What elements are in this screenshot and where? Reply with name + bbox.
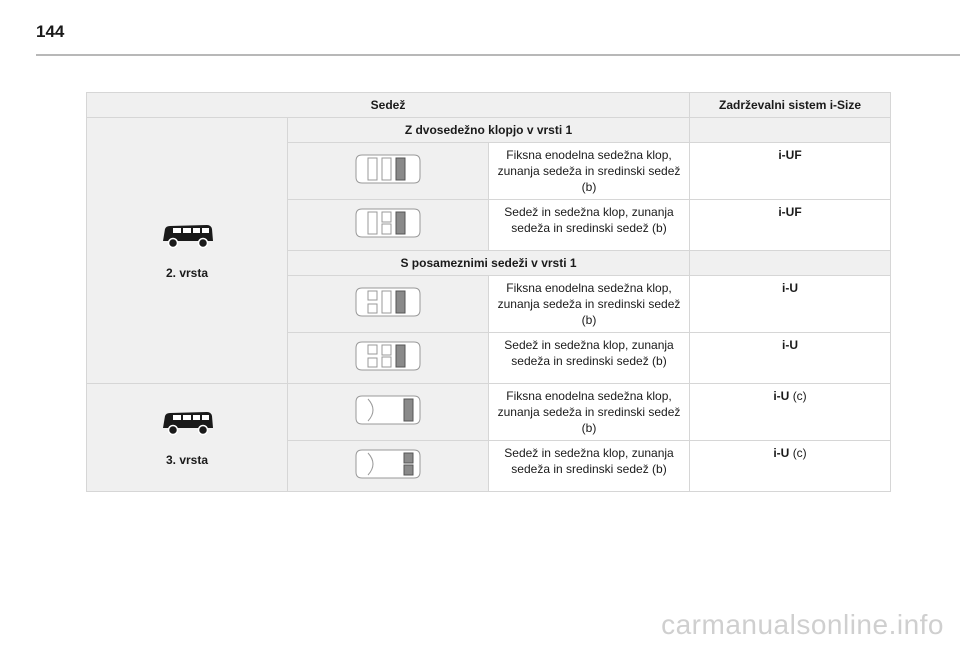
seat-diagram-cell bbox=[288, 333, 489, 384]
row-label-text: 3. vrsta bbox=[165, 452, 209, 467]
isize-value: i-U (c) bbox=[690, 441, 891, 492]
car-seat-diagram-icon bbox=[354, 340, 422, 372]
row-label-text: 2. vrsta bbox=[165, 265, 209, 280]
car-seat-diagram-icon bbox=[354, 153, 422, 185]
table-row bbox=[87, 118, 891, 143]
group-title: S posameznimi sedeži v vrsti 1 bbox=[288, 251, 690, 276]
row-label-2 bbox=[87, 118, 288, 384]
seat-description: Sedež in sedežna klop, zunanja sedeža in sredinski sedež (b) bbox=[489, 200, 690, 251]
isize-value: i-U bbox=[690, 276, 891, 333]
seat-description: Fiksna enodelna sedežna klop, zunanja sedeža in sredinski sedež (b) bbox=[489, 276, 690, 333]
car-seat-diagram-icon bbox=[354, 286, 422, 318]
seat-diagram-cell bbox=[288, 200, 489, 251]
page-number: 144 bbox=[36, 22, 65, 41]
seat-description: Sedež in sedežna klop, zunanja sedeža in sredinski sedež (b) bbox=[489, 441, 690, 492]
group-title-blank bbox=[690, 251, 891, 276]
van-icon bbox=[157, 221, 217, 251]
car-seat-diagram-icon bbox=[354, 448, 422, 480]
row-label-3 bbox=[87, 384, 288, 492]
table-header-row bbox=[87, 93, 891, 118]
seat-description: Fiksna enodelna sedežna klop, zunanja sedeža in sredinski sedež (b) bbox=[489, 384, 690, 441]
header-seat: Sedež bbox=[87, 93, 690, 118]
seat-table bbox=[86, 92, 891, 492]
table-row bbox=[87, 384, 891, 441]
car-seat-diagram-icon bbox=[354, 207, 422, 239]
isize-value: i-U bbox=[690, 333, 891, 384]
van-icon bbox=[157, 408, 217, 438]
seat-diagram-cell bbox=[288, 441, 489, 492]
header-rule bbox=[36, 54, 960, 56]
group-title-blank bbox=[690, 118, 891, 143]
seat-diagram-cell bbox=[288, 143, 489, 200]
seat-description: Fiksna enodelna sedežna klop, zunanja sedeža in sredinski sedež (b) bbox=[489, 143, 690, 200]
car-seat-diagram-icon bbox=[354, 394, 422, 426]
isize-value: i-UF bbox=[690, 200, 891, 251]
watermark: carmanualsonline.info bbox=[661, 609, 944, 640]
seat-description: Sedež in sedežna klop, zunanja sedeža in sredinski sedež (b) bbox=[489, 333, 690, 384]
group-title: Z dvosedežno klopjo v vrsti 1 bbox=[288, 118, 690, 143]
isize-value: i-U (c) bbox=[690, 384, 891, 441]
isize-value: i-UF bbox=[690, 143, 891, 200]
seat-diagram-cell bbox=[288, 384, 489, 441]
seat-diagram-cell bbox=[288, 276, 489, 333]
header-system: Zadrževalni sistem i-Size bbox=[690, 93, 891, 118]
